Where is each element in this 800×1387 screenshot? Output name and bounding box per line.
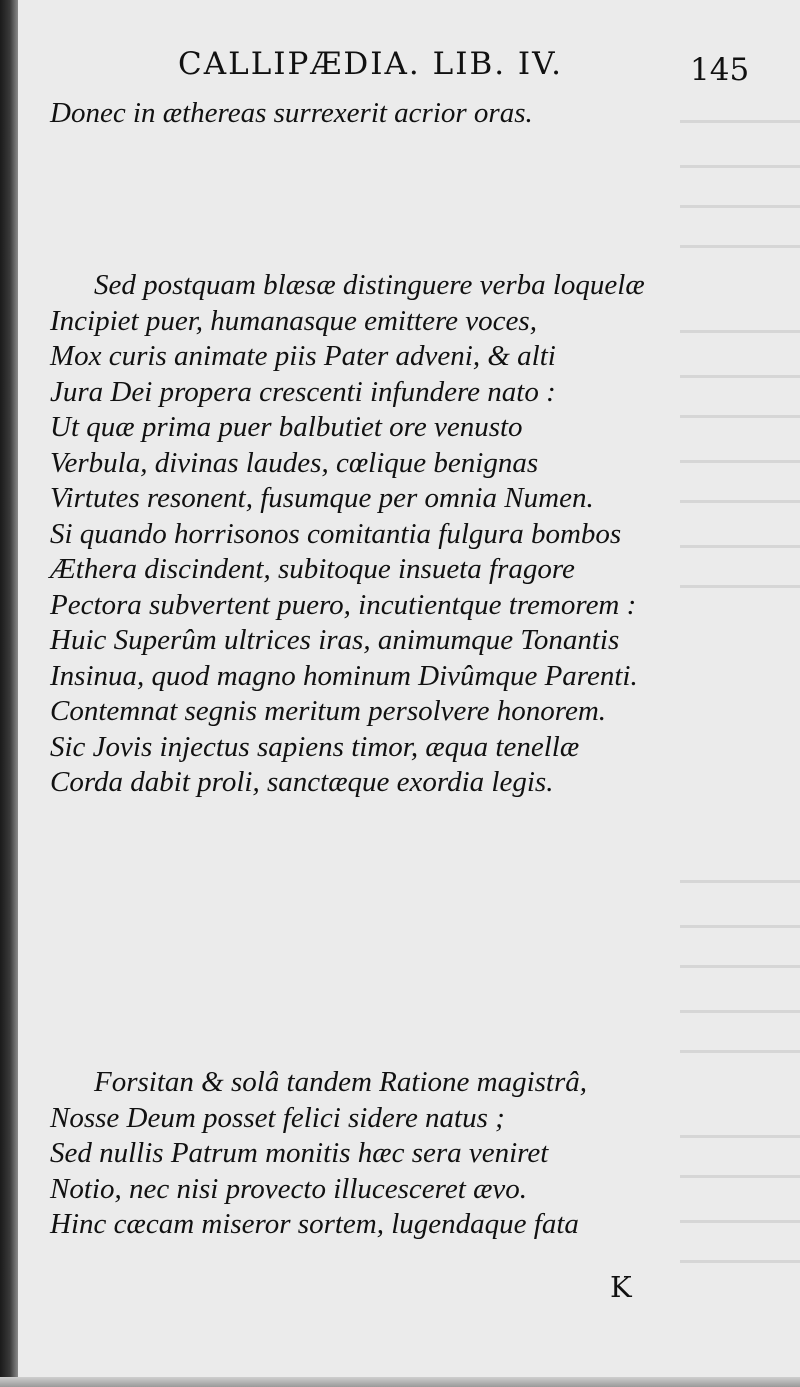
verse-line: Donec in æthereas surrexerit acrior oras. (50, 97, 533, 129)
signature-mark: K (610, 1270, 632, 1304)
verse-line: Ut quæ prima puer balbutiet ore venusto (50, 411, 523, 443)
verse-line: Nosse Deum posset felici sidere natus ; (50, 1101, 505, 1134)
verse-line: Insinua, quod magno hominum Divûmque Parenti. (50, 659, 638, 692)
stanza-2 (50, 1065, 587, 1243)
book-spine-shadow (0, 0, 18, 1387)
verse-line: Mox curis animate piis Pater adveni, & alti (50, 340, 556, 372)
page-bottom-edge (0, 1377, 800, 1387)
verse-line: Pectora subvertent puero, incutientque tremorem : (50, 588, 637, 621)
verse-line: Forsitan & solâ tandem Ratione magistrâ, (94, 1066, 587, 1098)
verse-line: Si quando horrisonos comitantia fulgura bombos (50, 517, 622, 550)
verse-line: Sic Jovis injectus sapiens timor, æqua tenellæ (50, 730, 580, 763)
verse-line: Incipiet puer, humanasque emittere voces, (50, 304, 537, 337)
stanza-1 (50, 268, 645, 801)
verse-line: Virtutes resonent, fusumque per omnia Numen. (50, 482, 594, 514)
verse-line: Sed postquam blæsæ distinguere verba loquelæ (94, 269, 645, 301)
opening-verse (50, 96, 533, 132)
verse-line: Æthera discindent, subitoque insueta fragore (50, 553, 575, 585)
page-number: 145 (690, 52, 750, 88)
verse-line: Sed nullis Patrum monitis hæc sera veniret (50, 1137, 549, 1169)
verse-line: Notio, nec nisi provecto illucesceret ævo. (50, 1172, 528, 1205)
verse-line: Contemnat segnis meritum persolvere honorem. (50, 695, 607, 727)
verse-line: Jura Dei propera crescenti infundere nato : (50, 375, 556, 408)
verse-line: Verbula, divinas laudes, cœlique benignas (50, 446, 539, 479)
running-title: CALLIPÆDIA. LIB. IV. (178, 46, 563, 82)
verse-line: Hinc cæcam miseror sortem, lugendaque fata (50, 1208, 579, 1240)
verse-line: Corda dabit proli, sanctæque exordia legis. (50, 766, 554, 798)
verse-line: Huic Superûm ultrices iras, animumque Tonantis (50, 624, 620, 656)
